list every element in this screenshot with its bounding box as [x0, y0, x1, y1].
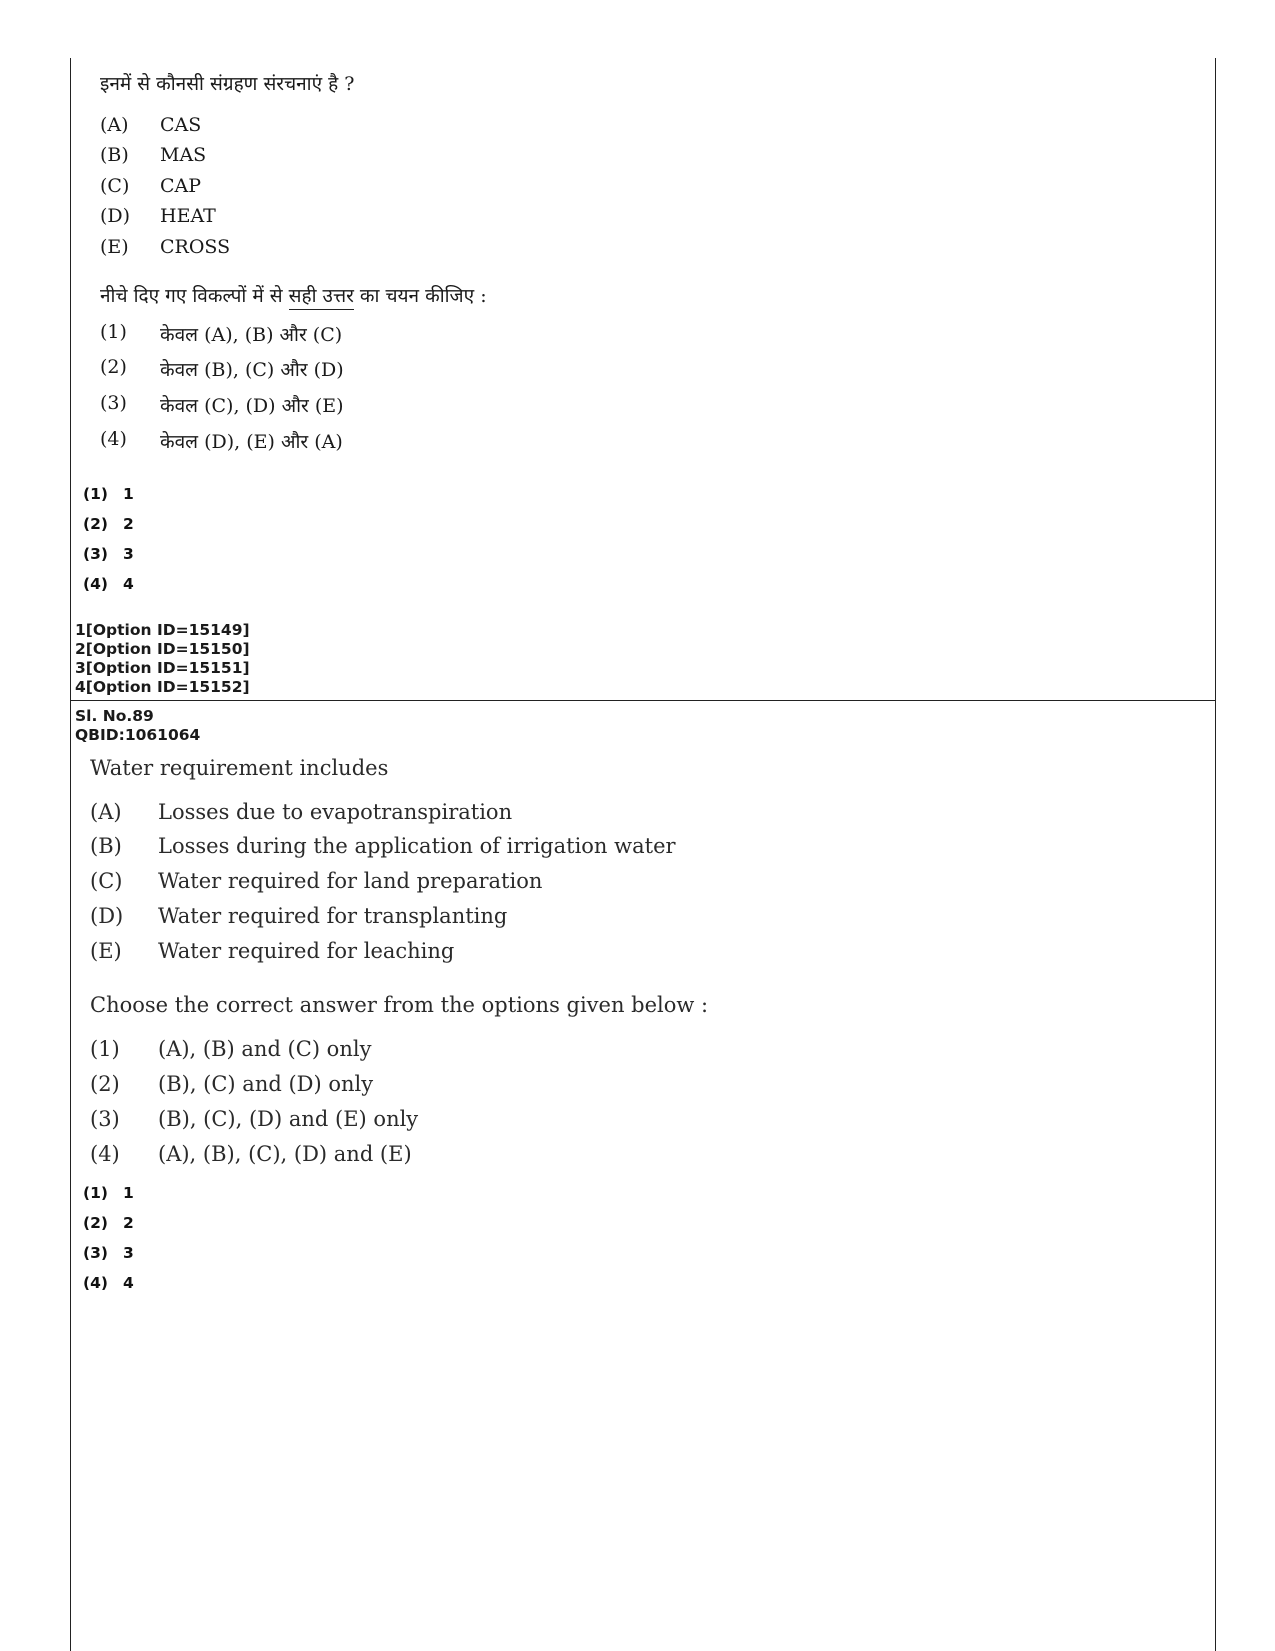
answer-value: 2: [123, 515, 134, 533]
option-id: 1[Option ID=15149]: [75, 621, 250, 639]
statement-text: Water required for leaching: [158, 939, 455, 963]
choice-label: (1): [90, 1037, 120, 1061]
question-stem: Water requirement includes: [90, 756, 389, 780]
choice-text: (B), (C), (D) and (E) only: [158, 1107, 419, 1131]
choice-text: केवल (D), (E) और (A): [160, 431, 343, 453]
question-stem: इनमें से कौनसी संग्रहण संरचनाएं है ?: [100, 73, 355, 95]
answer-value: 4: [123, 1274, 134, 1292]
answer-label: (4): [83, 575, 108, 593]
statement-label: (C): [100, 175, 130, 197]
answer-option: [83, 1214, 183, 1234]
choice-text: (A), (B), (C), (D) and (E): [158, 1142, 412, 1166]
statement-label: (E): [100, 236, 129, 258]
option-id: 4[Option ID=15152]: [75, 678, 250, 696]
question-divider: [70, 700, 1215, 701]
page-border-right: [1215, 58, 1216, 1651]
option-id-list: [75, 621, 250, 697]
choice-label: (4): [90, 1142, 120, 1166]
answer-value: 4: [123, 575, 134, 593]
answer-label: (2): [83, 515, 108, 533]
answer-value: 3: [123, 1244, 134, 1262]
answer-option: [83, 575, 183, 595]
answer-option: [83, 545, 183, 565]
option-id: 2[Option ID=15150]: [75, 640, 250, 658]
instruction-text: नीचे दिए गए विकल्पों में से: [100, 285, 289, 307]
statement-label: (A): [100, 114, 129, 136]
answer-option: [83, 1274, 183, 1294]
statement-label: (C): [90, 869, 123, 893]
answer-value: 3: [123, 545, 134, 563]
statement-label: (E): [90, 939, 122, 963]
question-meta: [75, 707, 200, 745]
statement-text: CROSS: [160, 236, 231, 258]
choice-label: (3): [90, 1107, 120, 1131]
choice-text: (A), (B) and (C) only: [158, 1037, 372, 1061]
statement-text: Water required for transplanting: [158, 904, 508, 928]
choice-label: (3): [100, 392, 127, 414]
choice-text: केवल (B), (C) और (D): [160, 359, 344, 381]
serial-number: Sl. No.89: [75, 707, 154, 725]
answer-value: 1: [123, 1184, 134, 1202]
qbid: QBID:1061064: [75, 726, 201, 744]
answer-option: [83, 515, 183, 535]
statement-label: (B): [100, 144, 129, 166]
statement-label: (A): [90, 800, 122, 824]
statement-text: MAS: [160, 144, 207, 166]
statement-text: CAP: [160, 175, 202, 197]
statement-label: (B): [90, 834, 122, 858]
choice-text: केवल (A), (B) और (C): [160, 324, 343, 346]
choice-label: (4): [100, 428, 127, 450]
choice-label: (2): [90, 1072, 120, 1096]
answer-label: (3): [83, 545, 108, 563]
answer-value: 1: [123, 485, 134, 503]
answer-option: [83, 485, 183, 505]
option-id: 3[Option ID=15151]: [75, 659, 250, 677]
choice-label: (2): [100, 356, 127, 378]
statement-label: (D): [100, 205, 131, 227]
statement-text: HEAT: [160, 205, 216, 227]
answer-label: (1): [83, 485, 108, 503]
statement-text: CAS: [160, 114, 202, 136]
statement-text: Losses during the application of irrigation water: [158, 834, 676, 858]
answer-option: [83, 1184, 183, 1204]
answer-value: 2: [123, 1214, 134, 1232]
choice-label: (1): [100, 321, 127, 343]
choice-text: (B), (C) and (D) only: [158, 1072, 374, 1096]
answer-label: (4): [83, 1274, 108, 1292]
answer-option: [83, 1244, 183, 1264]
answer-instruction: Choose the correct answer from the options given below :: [90, 993, 709, 1017]
instruction-underlined: सही उत्तर: [289, 285, 354, 310]
statement-label: (D): [90, 904, 124, 928]
statement-text: Losses due to evapotranspiration: [158, 800, 513, 824]
page-border-left: [70, 58, 71, 1651]
answer-label: (1): [83, 1184, 108, 1202]
answer-label: (2): [83, 1214, 108, 1232]
answer-instruction: [100, 282, 487, 308]
choice-text: केवल (C), (D) और (E): [160, 395, 344, 417]
answer-label: (3): [83, 1244, 108, 1262]
instruction-text: का चयन कीजिए :: [353, 285, 487, 307]
statement-text: Water required for land preparation: [158, 869, 543, 893]
